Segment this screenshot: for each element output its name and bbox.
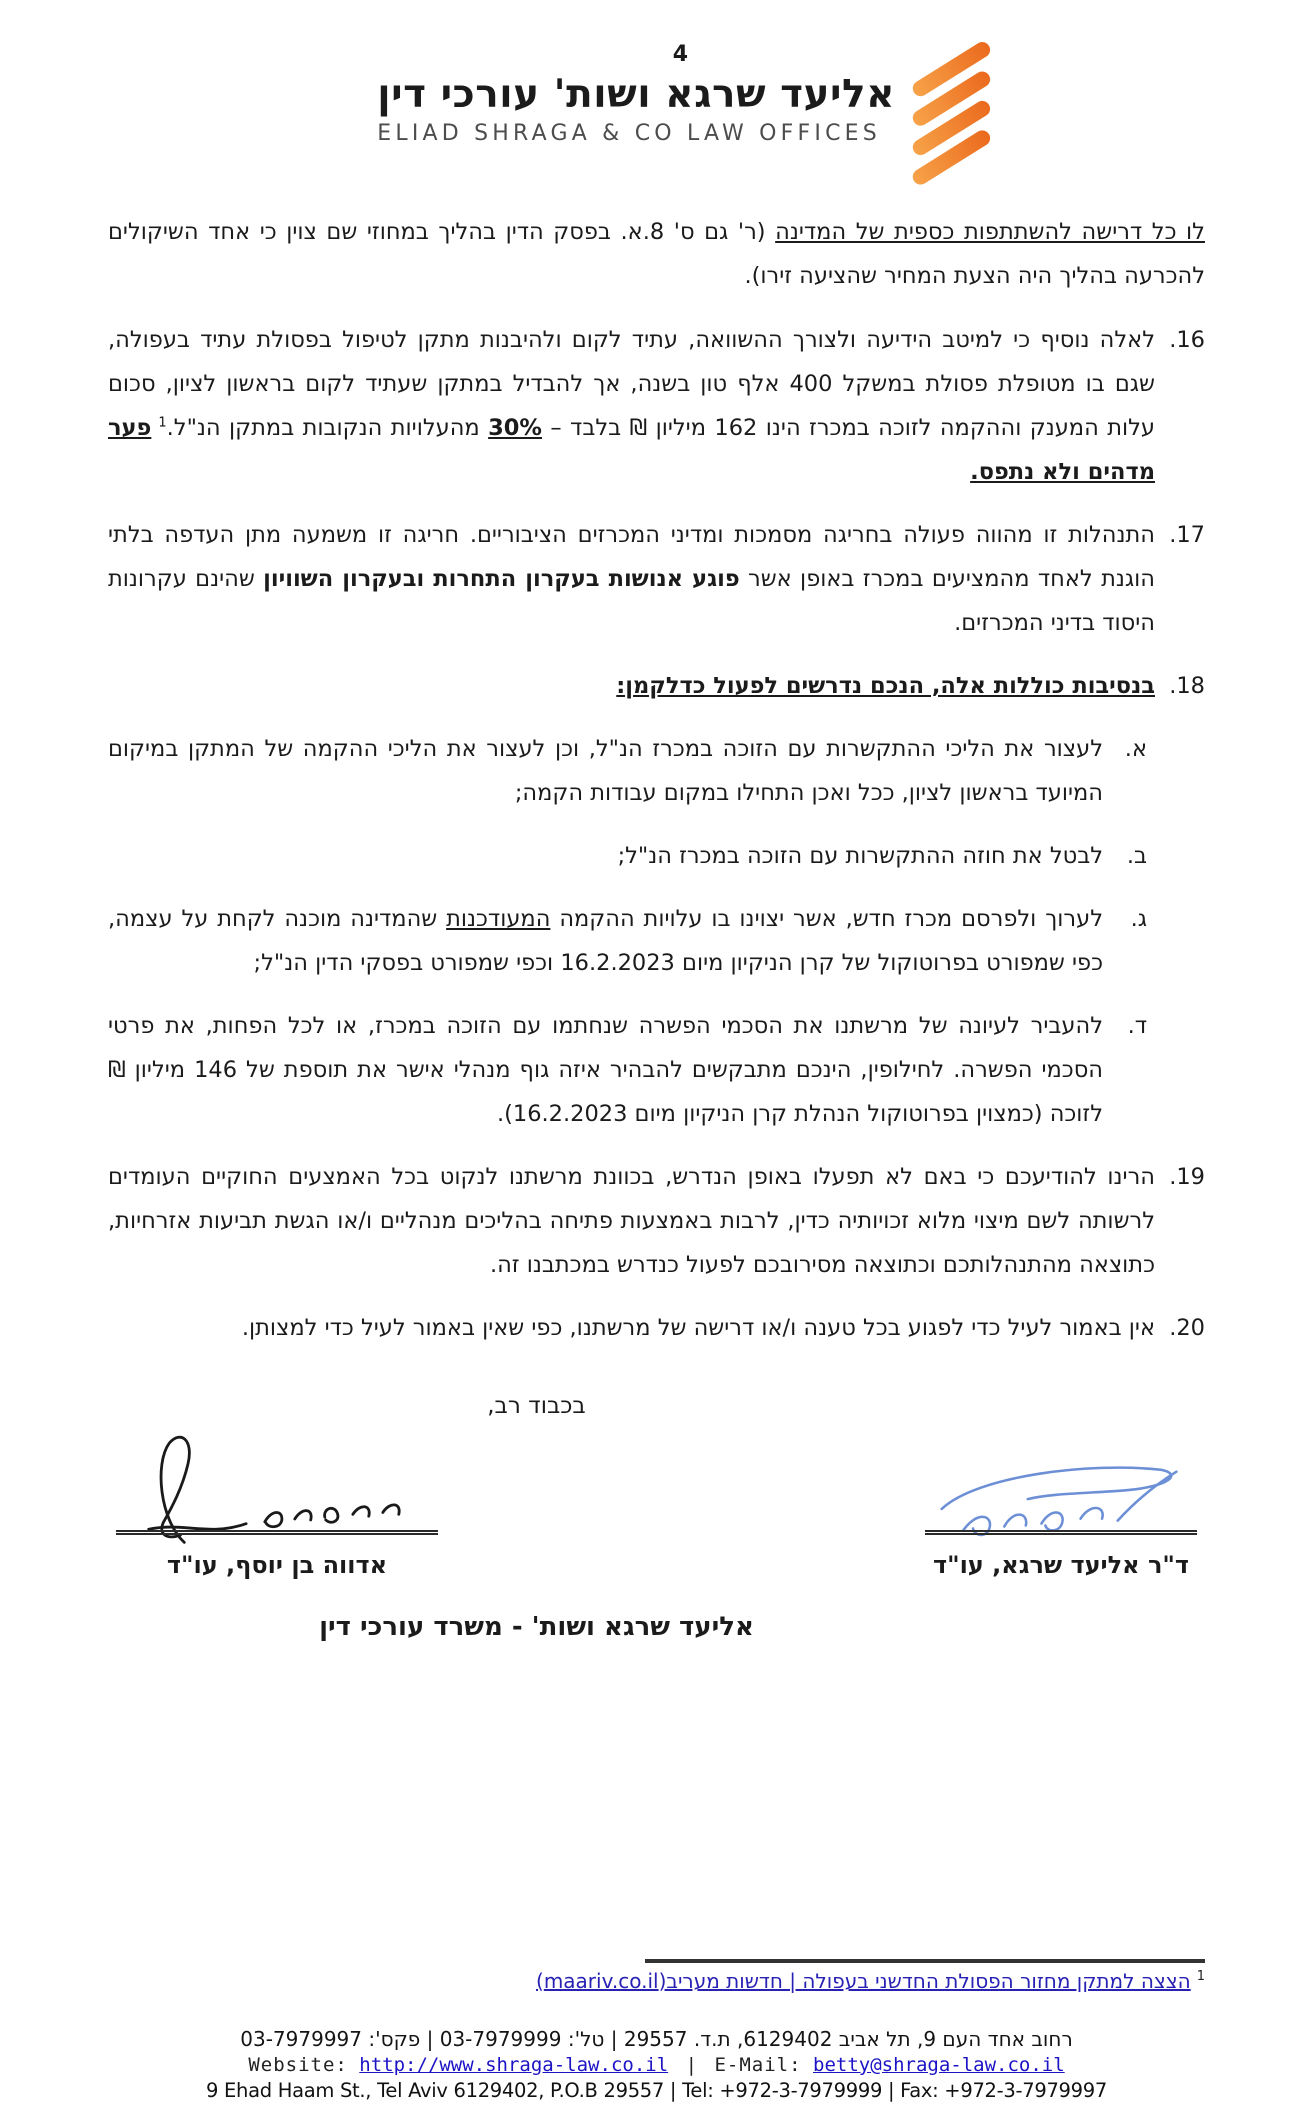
- clause-c-segment-1: לערוך ולפרסם מכרז חדש, אשר יצוינו בו עלויות ההקמה: [550, 906, 1103, 932]
- p17-segment-1: התנהלות זו מהווה פעולה בחריגה מסמכות ומדיני המכרזים הציבוריים. חריגה זו משמעה מתן העדפה בלתי הוגנת לאחד מהמציעים במכרז באופן אשר: [108, 522, 1155, 592]
- clause-letter-c: ג.: [1130, 906, 1147, 932]
- clause-a: [108, 727, 1147, 815]
- salutation: בכבוד רב,: [487, 1393, 586, 1419]
- email-label: E-Mail:: [714, 2054, 802, 2076]
- signature-block-eliad-shraga: [925, 1460, 1197, 1587]
- item-number-19: 19.: [1169, 1164, 1205, 1190]
- signer-name-left: אדווה בן יוסף, עו"ד: [166, 1551, 388, 1579]
- paragraph-19-text: הרינו להודיעכם כי באם לא תפעלו באופן הנדרש, בכוונת מרשתנו לנקוט בכל האמצעים החוקיים העומדים לרשותה לשם מיצוי מלוא זכויותיה כדין, לרבות באמצעות פתיחה בהליכים מנהליים ו/או הגשת תביעות אזרחיות, כתוצאה מהתנהלותכם וכתוצאה מסירובכם לפעול כנדרש במכתבנו זה.: [108, 1164, 1155, 1278]
- firm-signature-line: אליעד שרגא ושות' - משרד עורכי דין: [319, 1612, 754, 1642]
- paragraph-17-text: [108, 513, 1155, 645]
- footer-separator: |: [674, 2054, 709, 2076]
- clause-c-segment-2: שהמדינה מוכנה לקחת על עצמה, כפי שמפורט בפרוטוקול של קרן הניקיון מיום 16.2.2023 וכפי שמפורט בפסקי הדין הנ"ל;: [108, 906, 1103, 976]
- clause-d-text: להעביר לעיונה של מרשתנו את הסכמי הפשרה שנחתמו עם הזוכה במכרז, או לכל הפחות, את פרטי הסכמי הפשרה. לחילופין, הינכם מתבקשים להבהיר איזה גוף מנהלי אישר את תוספת של 146 מיליון ₪ לזוכה (כמצוין בפרוטוקול הנהלת קרן הניקיון מיום 16.2.2023).: [108, 1013, 1104, 1127]
- clause-a-text: לעצור את הליכי ההתקשרות עם הזוכה במכרז הנ"ל, וכן לעצור את הליכי ההקמה של המתקן במיקום המיועד בראשון לציון, ככל ואכן התחילו במקום עבודות הקמה;: [108, 736, 1103, 806]
- signature-line-left: [116, 1530, 438, 1535]
- website-link[interactable]: http://www.shraga-law.co.il: [359, 2054, 669, 2076]
- paragraph-17: [108, 513, 1205, 645]
- footnote-link[interactable]: הצצה למתקן מחזור הפסולת החדשני בעפולה | חדשות מעריב(maariv.co.il): [536, 1969, 1191, 1993]
- item-number-17: 17.: [1169, 522, 1205, 548]
- p17-segment-2: שהינם עקרונות היסוד בדיני המכרזים.: [108, 566, 1155, 636]
- p16-bold-conclusion: פער מדהים ולא נתפס.: [108, 415, 1155, 485]
- paragraph-20: [108, 1306, 1205, 1350]
- signer-name-right: ד"ר אליעד שרגא, עו"ד: [932, 1551, 1190, 1579]
- item-number-18: 18.: [1169, 673, 1205, 699]
- p16-segment-1: לאלה נוסיף כי למיטב הידיעה ולצורך ההשוואה, עתיד לקום ולהיבנות מתקן לטיפול בפסולת עתיד בעפולה, שגם בו מטופלת פסולת במשקל 400 אלף טון בשנה, אך להבדיל במתקן שעתיד לקום בראשון לציון, סכום עלות המענק וההקמה לזוכה במכרז הינו 162 מיליון ₪ בלבד –: [108, 327, 1155, 441]
- paragraph-19: [108, 1155, 1205, 1287]
- intro-paragraph: [108, 210, 1205, 298]
- p17-bold-phrase: פוגע אנושות בעקרון התחרות ובעקרון השוויון: [263, 566, 740, 592]
- firm-logo-icon: [908, 36, 1000, 191]
- footnote-separator: [645, 1959, 1205, 1963]
- clause-letter-d: ד.: [1127, 1013, 1147, 1039]
- letterhead: [377, 72, 895, 146]
- intro-underlined-phrase: לו כל דרישה להשתתפות כספית של המדינה: [775, 219, 1205, 245]
- page-number: 4: [672, 42, 688, 67]
- website-label: Website:: [248, 2054, 348, 2076]
- item-number-20: 20.: [1169, 1315, 1205, 1341]
- clause-b-text: לבטל את חוזה ההתקשרות עם הזוכה במכרז הנ"ל;: [617, 843, 1103, 869]
- paragraph-18-heading: בנסיבות כוללות אלה, הנכם נדרשים לפעול כדלקמן:: [616, 673, 1155, 699]
- page-bottom: [108, 1959, 1205, 2102]
- firm-name-hebrew: אליעד שרגא ושות' עורכי דין: [377, 72, 895, 117]
- paragraph-16-text: [108, 318, 1155, 494]
- letter-footer: [108, 2027, 1205, 2102]
- footnote-ref-1: 1: [158, 415, 167, 431]
- clause-c-underlined: המעודכנות: [446, 906, 551, 932]
- clause-b: [108, 834, 1147, 878]
- intro-rest-text: (ר' גם ס' 8.א. בפסק הדין בהליך במחוזי שם צוין כי אחד השיקולים להכרעה בהליך היה הצעת המחיר שהציעה זירו).: [108, 219, 1205, 289]
- email-link[interactable]: betty@shraga-law.co.il: [813, 2054, 1065, 2076]
- footer-address-hebrew: רחוב אחד העם 9, תל אביב 6129402, ת.ד. 29557 | טל': 03-7979999 | פקס': 03-7979997: [240, 2027, 1073, 2051]
- clause-letter-b: ב.: [1126, 843, 1147, 869]
- footer-address-english: 9 Ehad Haam St., Tel Aviv 6129402, P.O.B 29557 | Tel: +972-3-7979999 | Fax: +972-3-7979997: [206, 2079, 1107, 2102]
- firm-name-english: ELIAD SHRAGA & CO LAW OFFICES: [377, 121, 881, 146]
- paragraph-16: [108, 318, 1205, 494]
- clause-d: [108, 1004, 1147, 1136]
- p16-segment-2: מהעלויות הנקובות במתקן הנ"ל.: [166, 415, 489, 441]
- clause-c-text: [108, 897, 1103, 985]
- signature-row: [108, 1430, 1205, 1587]
- footnote-marker: 1: [1196, 1969, 1205, 1985]
- clause-letter-a: א.: [1124, 736, 1147, 762]
- footnote-1: [108, 1969, 1205, 1993]
- signature-line-right: [925, 1530, 1197, 1535]
- p16-underlined-30pct: 30%: [488, 415, 542, 441]
- item-number-16: 16.: [1169, 327, 1205, 353]
- footer-web-email: [108, 2054, 1205, 2076]
- paragraph-18: [108, 664, 1205, 708]
- clause-c: [108, 897, 1147, 985]
- paragraph-20-text: אין באמור לעיל כדי לפגוע בכל טענה ו/או דרישה של מרשתנו, כפי שאין באמור לעיל כדי למצותן.: [241, 1315, 1155, 1341]
- signature-block-advah-ben-yosef: [116, 1430, 438, 1587]
